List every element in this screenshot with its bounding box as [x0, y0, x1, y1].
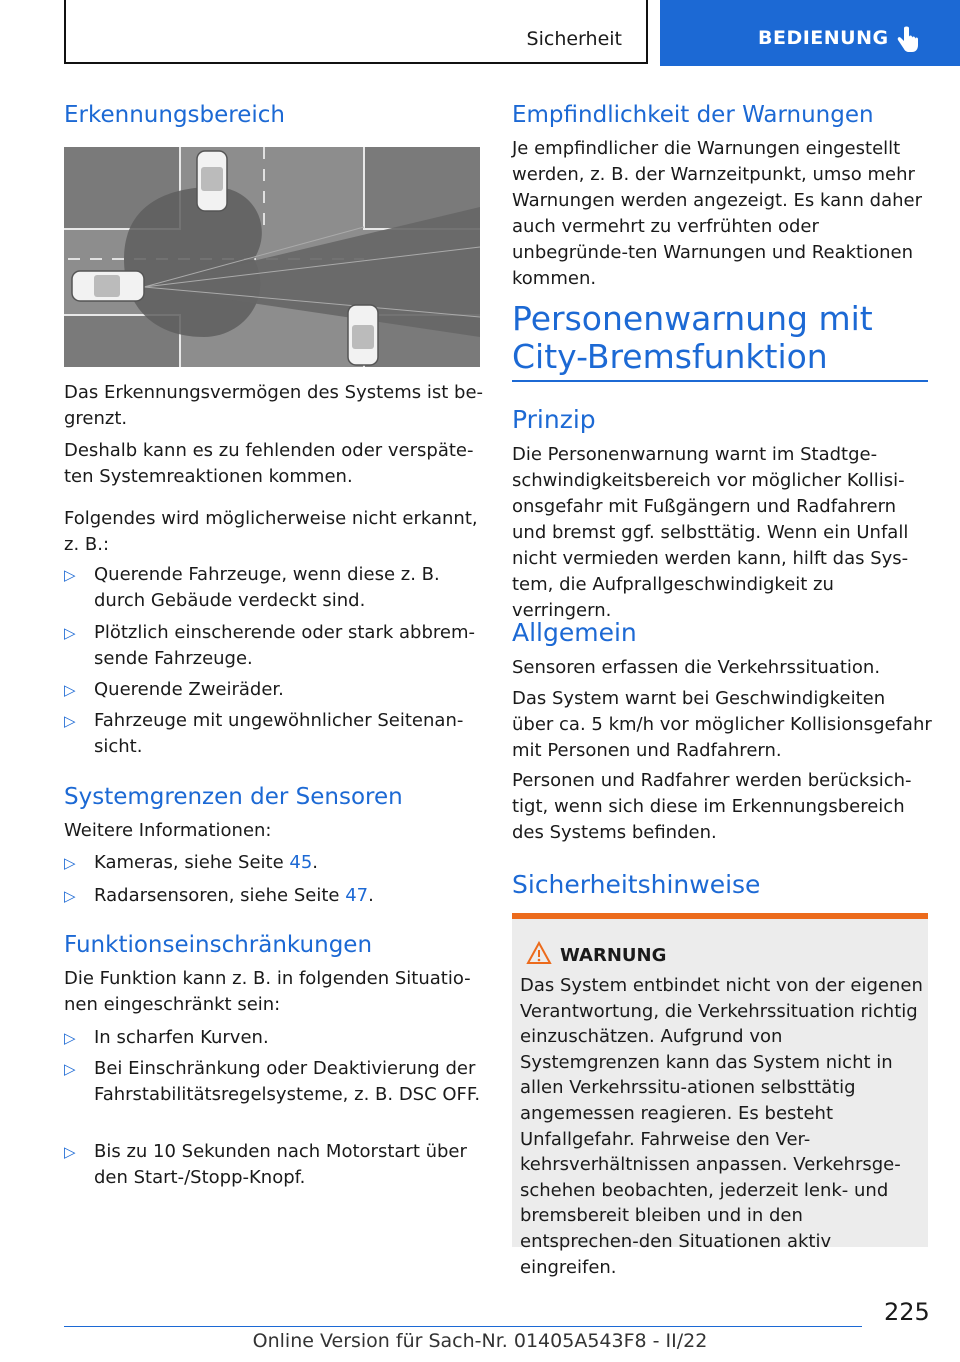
- list-item: ▷ Plötzlich einscherende oder stark abbrem-sende Fahrzeuge.: [64, 622, 475, 669]
- heading-empfindlichkeit: Empfindlichkeit der Warnungen: [512, 102, 874, 128]
- bullet-triangle-icon: ▷: [64, 566, 76, 584]
- page-title: Personenwarnung mit City-Bremsfunktion: [512, 299, 873, 376]
- heading-erkennungsbereich: Erkennungsbereich: [64, 102, 285, 128]
- page-link[interactable]: 47: [345, 885, 369, 906]
- paragraph: Das Erkennungsvermögen des Systems ist be-grenzt.: [64, 382, 484, 429]
- paragraph: Folgendes wird möglicherweise nicht erkannt, z. B.:: [64, 508, 478, 555]
- warning-triangle-icon: [526, 941, 552, 965]
- chapter-tab[interactable]: [660, 0, 960, 66]
- bullet-triangle-icon: ▷: [64, 1060, 76, 1078]
- page-number: 225: [884, 1298, 930, 1326]
- list-item: ▷ Bis zu 10 Sekunden nach Motorstart über den Start-/Stopp-Knopf.: [64, 1141, 467, 1188]
- bullet-triangle-icon: ▷: [64, 624, 76, 642]
- bullet-triangle-icon: ▷: [64, 854, 76, 872]
- heading-funktionseinschraenkungen: Funktionseinschränkungen: [64, 932, 373, 958]
- list-item: ▷ Querende Zweiräder.: [64, 677, 494, 703]
- title-rule: [512, 380, 928, 382]
- warning-box: [512, 913, 928, 1278]
- page-link[interactable]: 45: [289, 852, 313, 873]
- chapter-label: BEDIENUNG: [758, 27, 889, 49]
- paragraph: Das System warnt bei Geschwindigkeiten über ca. 5 km/h vor möglicher Kollisionsgefahr mit Personen und Radfahrern.: [512, 688, 932, 761]
- heading-prinzip: Prinzip: [512, 405, 596, 434]
- paragraph: Die Funktion kann z. B. in folgenden Situatio-nen eingeschränkt sein:: [64, 968, 471, 1015]
- bullet-triangle-icon: ▷: [64, 681, 76, 699]
- paragraph: Sensoren erfassen die Verkehrssituation.: [512, 657, 881, 678]
- list-item: ▷ Kameras, siehe Seite 45.: [64, 850, 494, 876]
- heading-sicherheitshinweise: Sicherheitshinweise: [512, 870, 761, 899]
- list-item: ▷ Radarsensoren, siehe Seite 47.: [64, 883, 494, 909]
- bullet-triangle-icon: ▷: [64, 1143, 76, 1161]
- warning-bar: [512, 913, 928, 919]
- list-item: ▷ Bei Einschränkung oder Deaktivierung der Fahrstabilitätsregelsysteme, z. B. DSC OFF.: [64, 1058, 481, 1105]
- detection-area-illustration: [64, 147, 480, 367]
- hand-pointer-icon: [896, 26, 920, 54]
- paragraph: Weitere Informationen:: [64, 820, 272, 841]
- heading-allgemein: Allgemein: [512, 618, 637, 647]
- paragraph: Je empfindlicher die Warnungen eingestellt werden, z. B. der Warnzeitpunkt, umso mehr Warnungen werden angezeigt. Es kann daher auch vermehrt zu verfrühten oder unbegründe-ten Warnungen und Reaktionen kommen.: [512, 138, 923, 289]
- section-title: Sicherheit: [526, 28, 622, 50]
- header-left-frame: [64, 0, 648, 64]
- bullet-triangle-icon: ▷: [64, 1029, 76, 1047]
- list-item: ▷ Fahrzeuge mit ungewöhnlicher Seitenan-sicht.: [64, 710, 464, 757]
- paragraph: Deshalb kann es zu fehlenden oder verspäte-ten Systemreaktionen kommen.: [64, 440, 474, 487]
- warning-title: WARNUNG: [560, 945, 667, 966]
- heading-systemgrenzen: Systemgrenzen der Sensoren: [64, 784, 403, 810]
- bullet-triangle-icon: ▷: [64, 712, 76, 730]
- list-item: ▷ Querende Fahrzeuge, wenn diese z. B. durch Gebäude verdeckt sind.: [64, 564, 440, 611]
- footer-rule: [64, 1326, 862, 1327]
- list-item: ▷ In scharfen Kurven.: [64, 1025, 494, 1051]
- paragraph: Die Personenwarnung warnt im Stadtge-schwindigkeitsbereich vor möglicher Kollisi-onsgefahr mit Fußgängern und Radfahrern und bremst ggf. selbsttätig. Wenn ein Unfall nicht vermieden werden kann, hilft das Sys-tem, die Aufprallgeschwindigkeit zu verringern.: [512, 444, 909, 621]
- bullet-triangle-icon: ▷: [64, 887, 76, 905]
- paragraph: Personen und Radfahrer werden berücksich-tigt, wenn sich diese im Erkennungsbereich des Systems befinden.: [512, 770, 912, 843]
- warning-text: Das System entbindet nicht von der eigenen Verantwortung, die Verkehrssituation richtig einzuschätzen. Aufgrund von Systemgrenzen kann das System nicht in allen Verkehrssitu-ationen selbsttätig angemessen reagieren. Es besteht Unfallgefahr. Fahrweise den Ver-kehrsverhältnissen anpassen. Verkehrsge-schehen beobachten, jederzeit lenk- und bremsbereit bleiben und in den entsprechen-den Situationen aktiv eingreifen.: [520, 975, 923, 1278]
- footer-text: Online Version für Sach-Nr. 01405A543F8 - II/22: [252, 1330, 708, 1352]
